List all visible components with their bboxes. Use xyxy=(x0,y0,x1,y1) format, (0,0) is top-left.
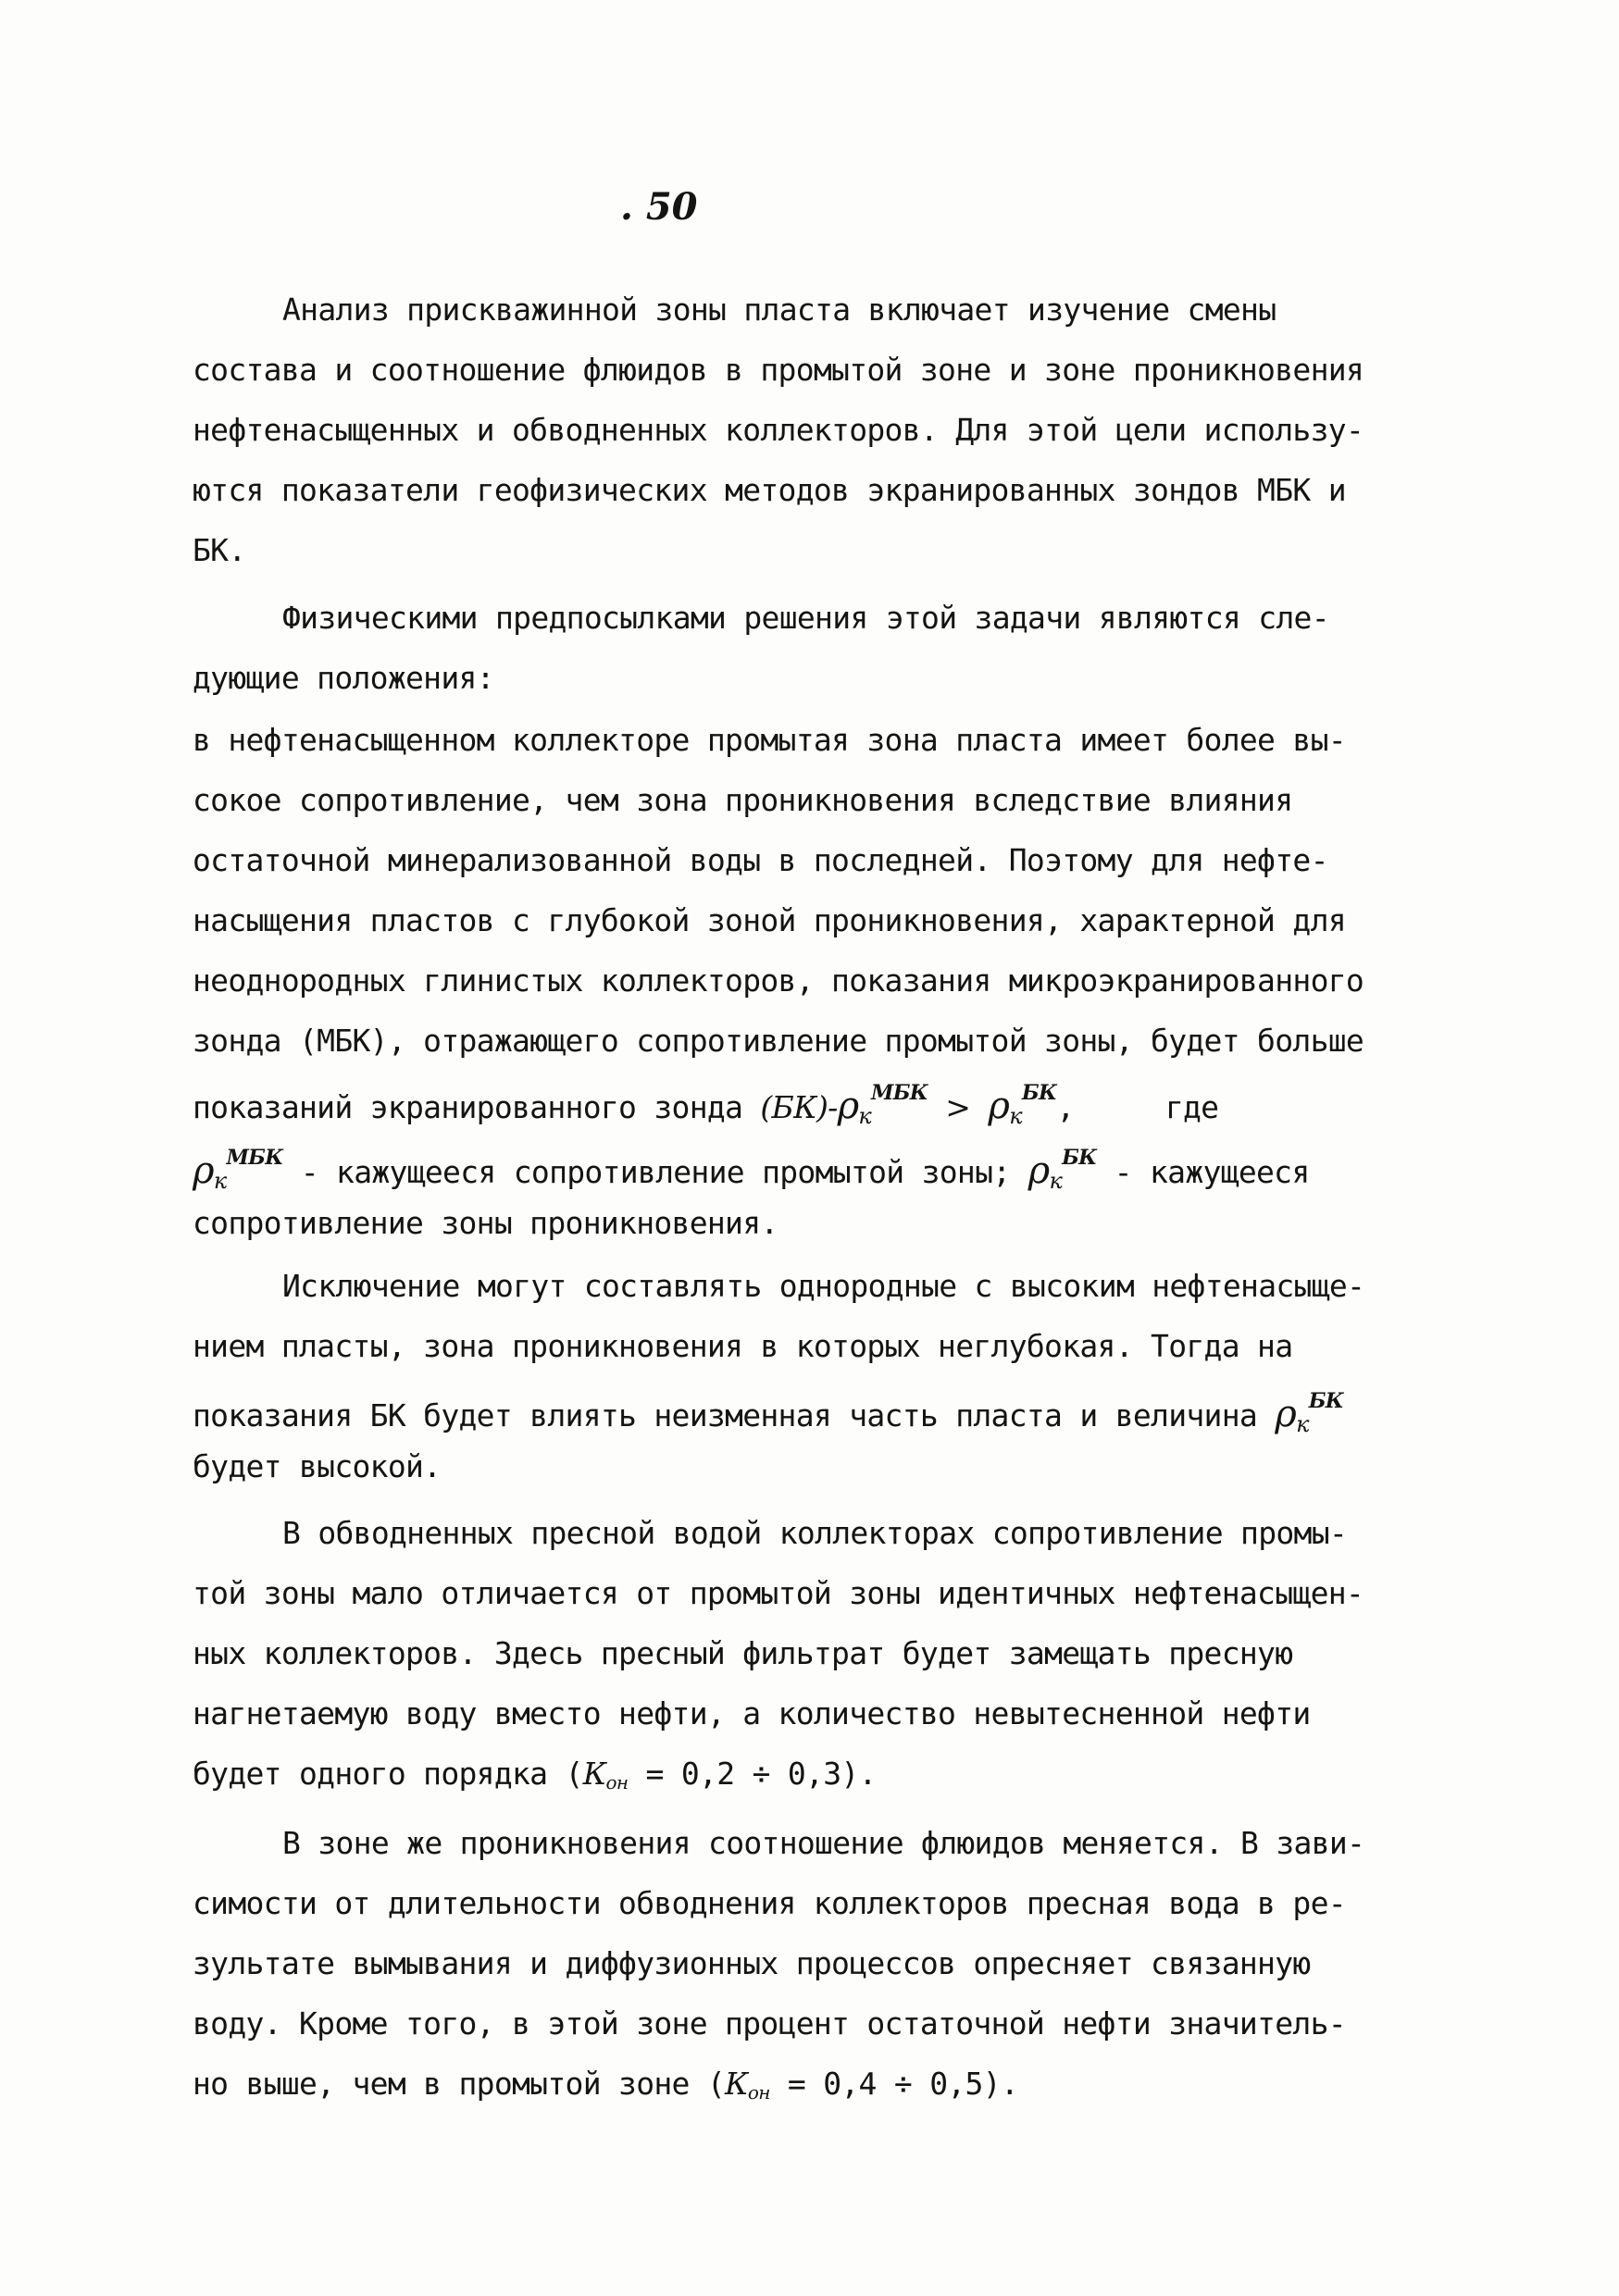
text-line: воду. Кроме того, в этой зоне процент остаточной нефти значитель- xyxy=(193,2005,1346,2042)
text-line: сопротивление зоны проникновения. xyxy=(193,1205,778,1241)
text-fragment: = 0,2 ÷ 0,3). xyxy=(645,1756,877,1792)
text-fragment: = 0,4 ÷ 0,5). xyxy=(787,2066,1019,2102)
bk-abbreviation: (БК)- xyxy=(760,1089,838,1125)
text-fragment: - кажущееся xyxy=(1114,1154,1310,1190)
k-oh-main: К xyxy=(582,1756,606,1792)
rho-symbol: ρ xyxy=(1275,1393,1297,1435)
text-line: зультате вымывания и диффузионных процессов опресняет связанную xyxy=(193,1945,1311,1981)
text-fragment: где xyxy=(1164,1089,1219,1125)
k-oh-symbol xyxy=(725,2066,770,2102)
text-line: зонда (МБК), отражающего сопротивление промытой зоны, будет больше xyxy=(193,1023,1364,1059)
k-oh-subscript: он xyxy=(747,2081,770,2104)
rho-symbol: ρ xyxy=(193,1149,214,1192)
text-line: ных коллекторов. Здесь пресный фильтрат будет замещать пресную xyxy=(193,1635,1293,1671)
text-line: В обводненных пресной водой коллекторах сопротивление промы- xyxy=(282,1515,1348,1551)
text-line: ются показатели геофизических методов экранированных зондов МБК и xyxy=(193,472,1346,508)
text-line: насыщения пластов с глубокой зоной проникновения, характерной для xyxy=(193,902,1346,938)
text-line: дующие положения: xyxy=(193,660,494,696)
text-line: в нефтенасыщенном коллекторе промытая зона пласта имеет более вы- xyxy=(193,722,1346,758)
text-fragment: показаний экранированного зонда xyxy=(193,1089,743,1125)
rho-symbol: ρ xyxy=(837,1085,859,1127)
formula-line xyxy=(193,2068,1442,2102)
page-number: . 50 xyxy=(620,185,698,229)
formula-line xyxy=(193,1083,1442,1127)
greater-than-sign: > xyxy=(945,1089,971,1125)
rho-symbol: ρ xyxy=(1027,1149,1050,1192)
subscript-k: к xyxy=(1009,1103,1022,1129)
text-line: симости от длительности обводнения коллекторов пресная вода в ре- xyxy=(193,1885,1346,1921)
text-line: В зоне же проникновения соотношение флюидов меняется. В зави- xyxy=(282,1825,1365,1861)
subscript-k: к xyxy=(1049,1168,1063,1194)
superscript-mbk: МБК xyxy=(226,1146,283,1170)
text-line: нефтенасыщенных и обводненных коллекторов. Для этой цели использу- xyxy=(193,412,1364,448)
superscript-bk: БК xyxy=(1021,1081,1057,1105)
text-fragment: - кажущееся сопротивление промытой зоны; xyxy=(300,1154,1011,1190)
formula-line xyxy=(193,1391,1442,1435)
text-line: сокое сопротивление, чем зона проникновения вследствие влияния xyxy=(193,782,1293,818)
text-line: неоднородных глинистых коллекторов, показания микроэкранированного xyxy=(193,962,1364,999)
text-line: БК. xyxy=(193,532,246,568)
formula-line xyxy=(193,1148,1442,1192)
text-line: будет высокой. xyxy=(193,1448,442,1484)
text-line: нием пласты, зона проникновения в которых неглубокая. Тогда на xyxy=(193,1328,1293,1364)
superscript-mbk: МБК xyxy=(871,1081,928,1105)
comma: , xyxy=(1056,1089,1075,1125)
text-line: той зоны мало отличается от промытой зоны идентичных нефтенасыщен- xyxy=(193,1575,1364,1611)
text-line: Исключение могут составлять однородные с высоким нефтенасыще- xyxy=(282,1268,1365,1304)
superscript-bk: БК xyxy=(1062,1146,1097,1170)
text-line: нагнетаемую воду вместо нефти, а количество невытесненной нефти xyxy=(193,1695,1311,1731)
text-line: состава и соотношение флюидов в промытой зоне и зоне проникновения xyxy=(193,352,1364,388)
subscript-k: к xyxy=(1296,1411,1309,1437)
text-fragment: будет одного порядка ( xyxy=(193,1756,583,1792)
superscript-bk: БК xyxy=(1308,1389,1344,1413)
subscript-k: к xyxy=(858,1103,872,1129)
rho-symbol: ρ xyxy=(988,1085,1010,1127)
text-line: Физическими предпосылками решения этой задачи являются сле- xyxy=(282,600,1329,636)
k-oh-main: К xyxy=(725,2066,748,2102)
subscript-k: к xyxy=(213,1168,227,1194)
formula-line xyxy=(193,1758,1442,1792)
k-oh-symbol xyxy=(583,1756,629,1792)
text-fragment: но выше, чем в промытой зоне ( xyxy=(193,2066,726,2102)
text-fragment: показания БК будет влиять неизменная часть пласта и величина xyxy=(193,1397,1258,1433)
k-oh-subscript: он xyxy=(605,1771,629,1793)
text-line: Анализ прискважинной зоны пласта включает изучение смены xyxy=(282,292,1277,328)
text-line: остаточной минерализованной воды в последней. Поэтому для нефте- xyxy=(193,842,1328,878)
